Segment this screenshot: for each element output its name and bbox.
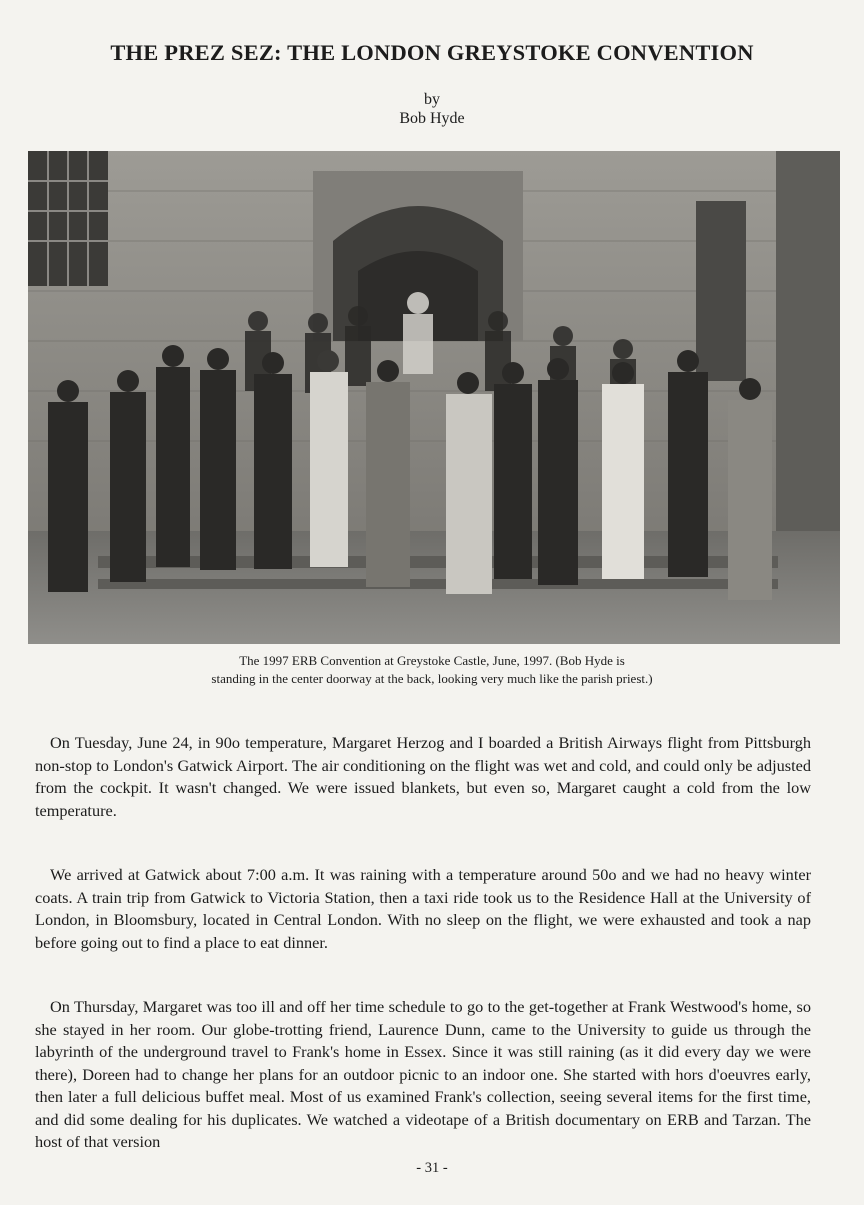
paragraph-1: On Tuesday, June 24, in 90o temperature, Margaret Herzog and I boarded a British Airways flight from Pittsburgh non-stop to London's Gatwick Airport. The air conditioning on the flight was wet and cold, and could only be adjusted from the cockpit. It wasn't changed. We were issued blankets, but even so, Margaret caught a cold from the low temperature. bbox=[35, 733, 811, 820]
article-title: THE PREZ SEZ: THE LONDON GREYSTOKE CONVENTION bbox=[110, 40, 754, 65]
byline bbox=[0, 90, 864, 128]
caption-line-2: standing in the center doorway at the back, looking very much like the parish priest.) bbox=[211, 671, 653, 686]
byline-author: Bob Hyde bbox=[399, 110, 465, 127]
article-body bbox=[35, 732, 811, 1154]
page-number: - 31 - bbox=[416, 1160, 448, 1176]
caption-line-1: The 1997 ERB Convention at Greystoke Castle, June, 1997. (Bob Hyde is bbox=[239, 653, 625, 668]
byline-by: by bbox=[424, 91, 440, 108]
paragraph-3: On Thursday, Margaret was too ill and off her time schedule to go to the get-together at Frank Westwood's home, so she stayed in her room. Our globe-trotting friend, Laurence Dunn, came to the University to guide us through the labyrinth of the underground travel to Frank's home in Essex. Since it was still raining (as it did every day we were there), Doreen had to change her plans for an outdoor picnic to an indoor one. She started with hors d'oeuvres early, then later a full delicious buffet meal. Most of us examined Frank's collection, seeing several items for the first time, and did some dealing for his duplicates. We watched a videotape of a British documentary on ERB and Tarzan. The host of that version bbox=[35, 997, 811, 1151]
paragraph-2: We arrived at Gatwick about 7:00 a.m. It was raining with a temperature around 50o and we had no heavy winter coats. A train trip from Gatwick to Victoria Station, then a taxi ride took us to the Residence Hall at the University of London, in Bloomsbury, located in Central London. With no sleep on the flight, we were exhausted and took a nap before going out to find a place to eat dinner. bbox=[35, 865, 811, 952]
photo-caption bbox=[100, 652, 764, 688]
group-photo bbox=[28, 151, 840, 644]
group-photo-image bbox=[28, 151, 840, 644]
